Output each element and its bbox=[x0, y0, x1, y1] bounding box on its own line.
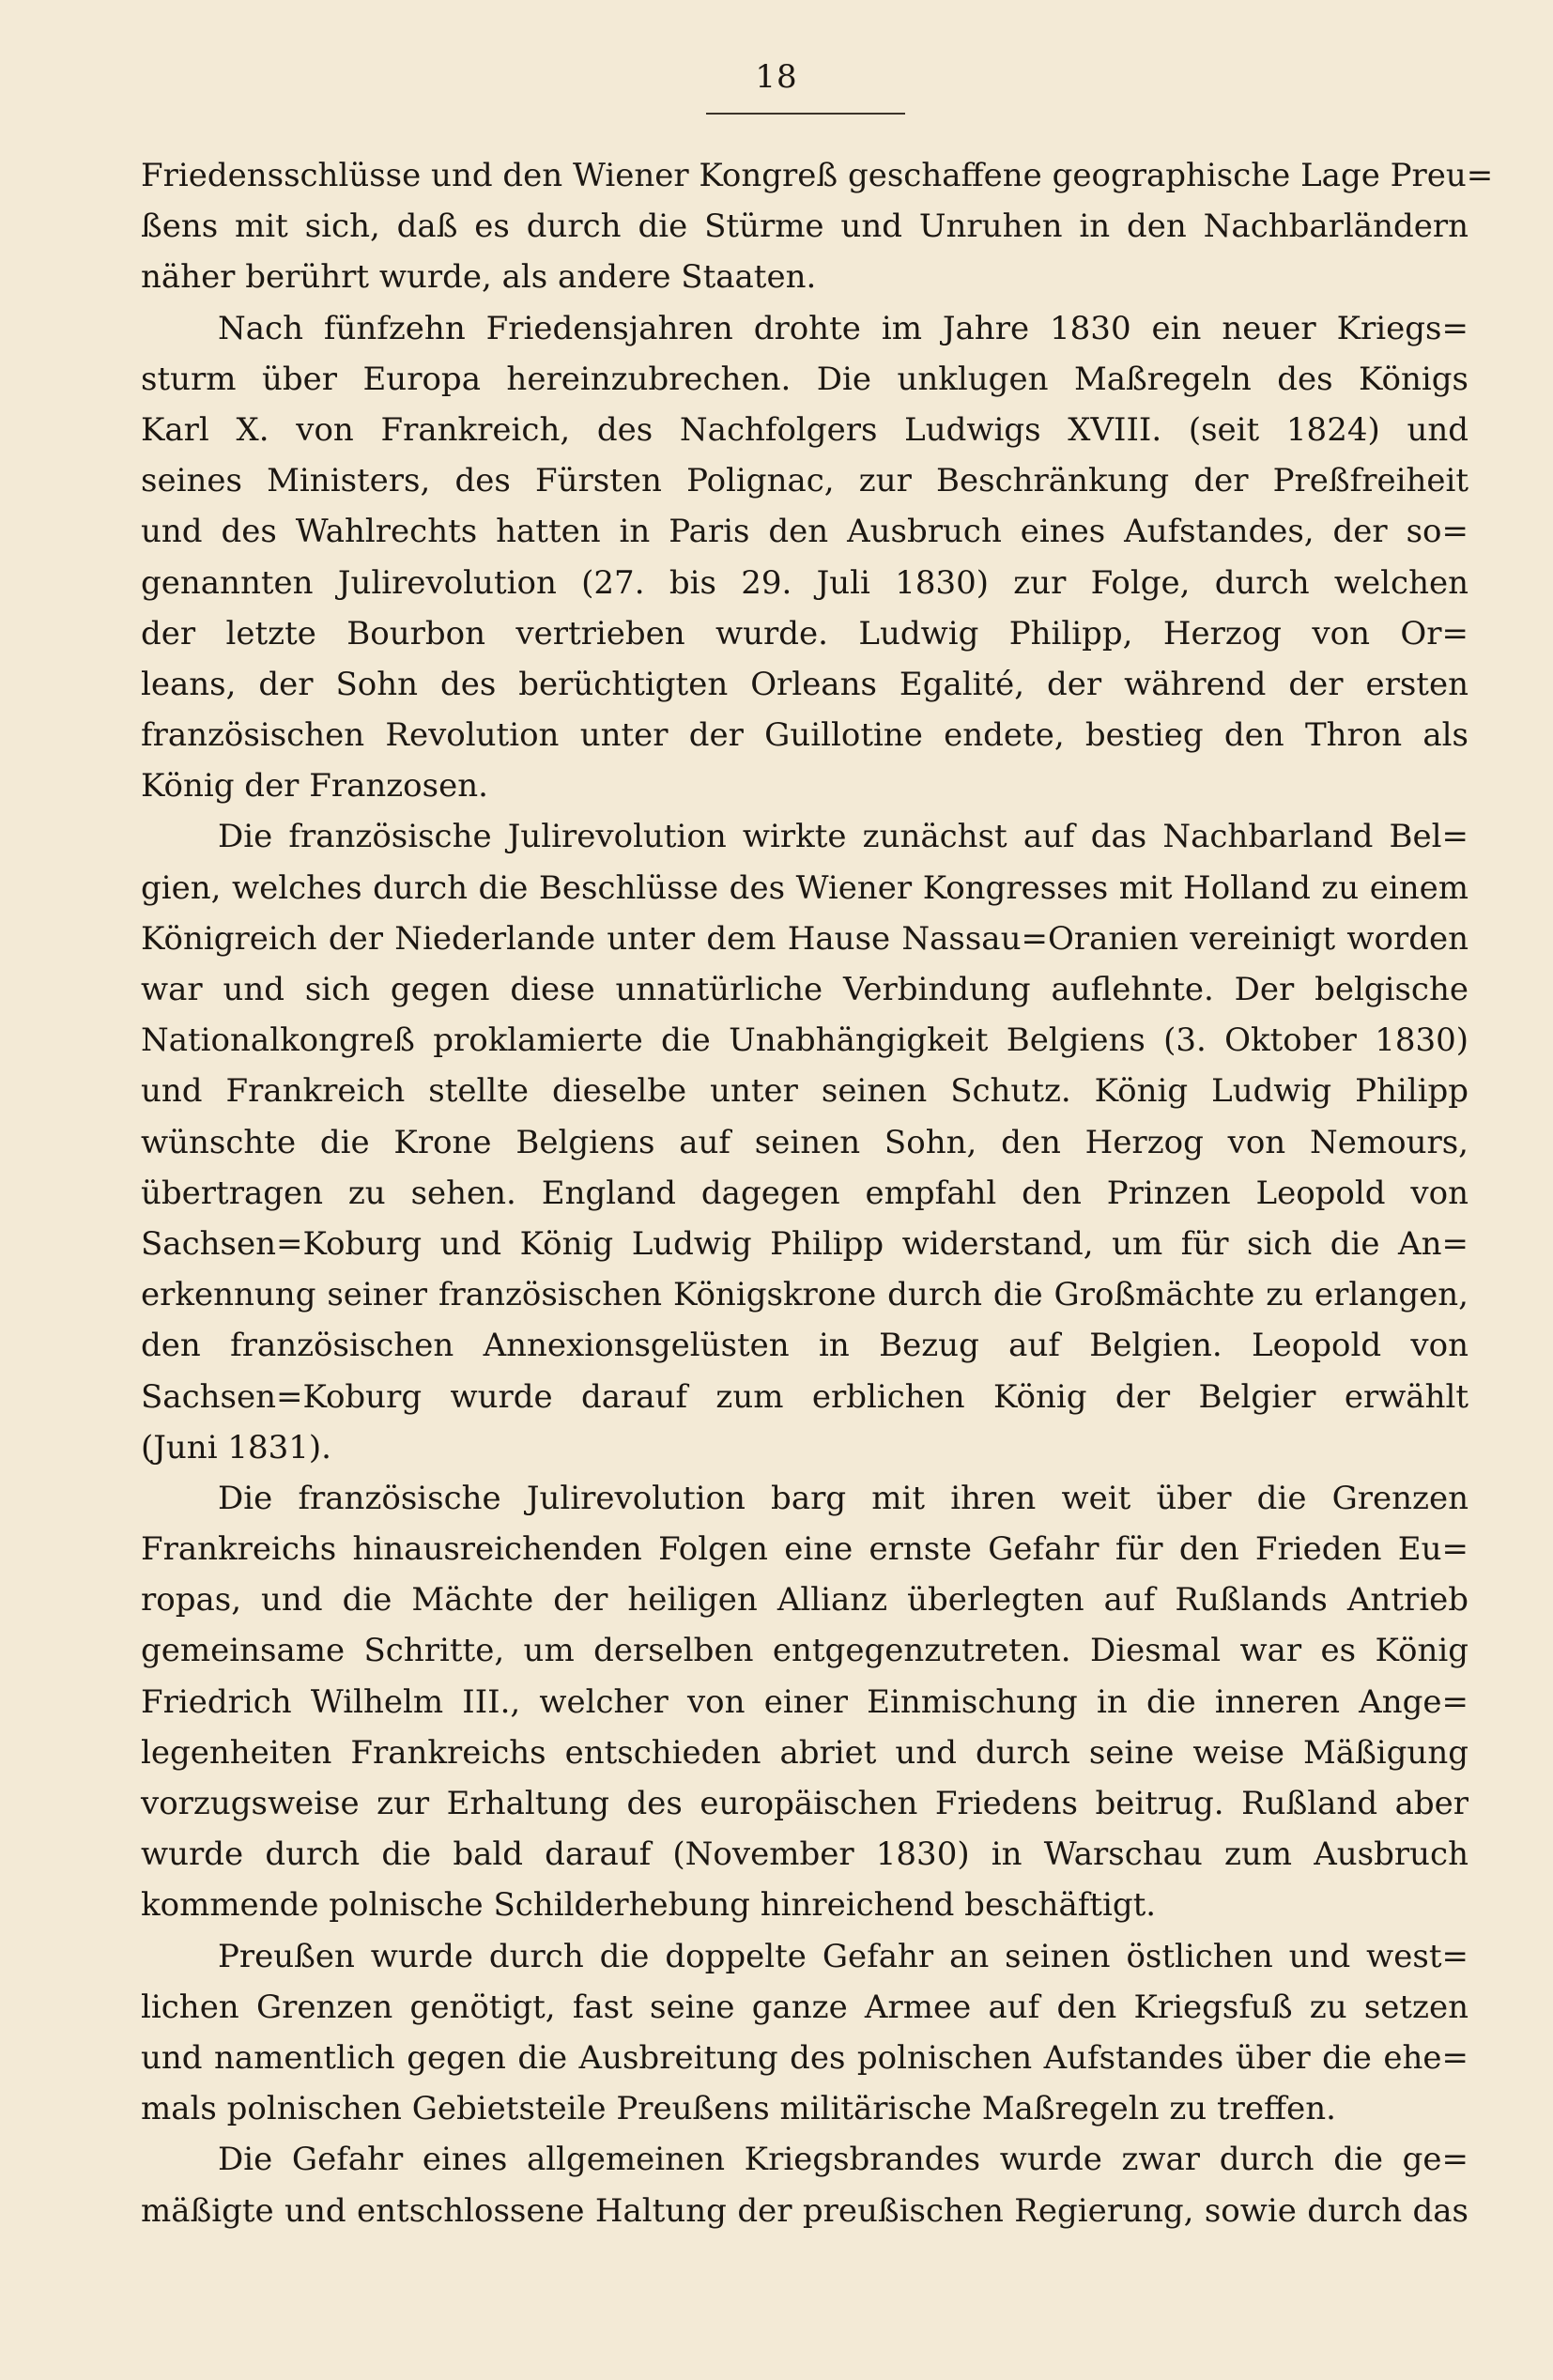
text-line: erkennung seiner französischen Königskrone durch die Großmächte zu erlangen, bbox=[141, 1276, 1468, 1314]
text-line: König der Franzosen. bbox=[141, 767, 488, 806]
text-line: vorzugsweise zur Erhaltung des europäischen Friedens beitrug. Rußland aber bbox=[141, 1785, 1468, 1822]
text-line: ßens mit sich, daß es durch die Stürme und Unruhen in den Nachbarländern bbox=[141, 207, 1468, 246]
text-line: Königreich der Niederlande unter dem Hause Nassau=Oranien vereinigt worden bbox=[141, 919, 1468, 958]
page-number: 18 bbox=[755, 58, 798, 96]
text-line: genannten Julirevolution (27. bis 29. Juli 1830) zur Folge, durch welchen bbox=[141, 563, 1468, 602]
text-line: seines Ministers, des Fürsten Polignac, zur Beschränkung der Preßfreiheit bbox=[141, 462, 1468, 500]
text-line: und des Wahlrechts hatten in Paris den Ausbruch eines Aufstandes, der so= bbox=[141, 513, 1468, 551]
text-line: Preußen wurde durch die doppelte Gefahr an seinen östlichen und west= bbox=[218, 1937, 1468, 1975]
text-line: mäßigte und entschlossene Haltung der preußischen Regierung, sowie durch das bbox=[141, 2191, 1468, 2230]
text-line: und Frankreich stellte dieselbe unter seinen Schutz. König Ludwig Philipp bbox=[141, 1072, 1468, 1111]
text-line: kommende polnische Schilderhebung hinreichend beschäftigt. bbox=[141, 1886, 1157, 1925]
text-line: (Juni 1831). bbox=[141, 1428, 331, 1466]
text-line: sturm über Europa hereinzubrechen. Die unklugen Maßregeln des Königs bbox=[141, 360, 1468, 398]
text-line: und namentlich gegen die Ausbreitung des polnischen Aufstandes über die ehe= bbox=[141, 2038, 1468, 2077]
text-line: den französischen Annexionsgelüsten in Bezug auf Belgien. Leopold von bbox=[141, 1327, 1468, 1365]
text-line: französischen Revolution unter der Guillotine endete, bestieg den Thron als bbox=[141, 716, 1468, 755]
text-line: wurde durch die bald darauf (November 1830) in Warschau zum Ausbruch bbox=[141, 1835, 1468, 1874]
text-line: ropas, und die Mächte der heiligen Allianz überlegten auf Rußlands Antrieb bbox=[141, 1581, 1468, 1620]
text-line: Frankreichs hinausreichenden Folgen eine ernste Gefahr für den Frieden Eu= bbox=[141, 1530, 1468, 1569]
text-line: Karl X. von Frankreich, des Nachfolgers Ludwigs XVIII. (seit 1824) und bbox=[141, 410, 1468, 449]
text-line: gien, welches durch die Beschlüsse des Wiener Kongresses mit Holland zu einem bbox=[141, 868, 1468, 907]
text-line: Nationalkongreß proklamierte die Unabhängigkeit Belgiens (3. Oktober 1830) bbox=[141, 1021, 1468, 1060]
text-line: Nach fünfzehn Friedensjahren drohte im Jahre 1830 ein neuer Kriegs= bbox=[218, 309, 1468, 347]
text-line: Sachsen=Koburg und König Ludwig Philipp widerstand, um für sich die An= bbox=[141, 1224, 1468, 1263]
text-line: der letzte Bourbon vertrieben wurde. Ludwig Philipp, Herzog von Or= bbox=[141, 614, 1468, 653]
text-line: Die französische Julirevolution wirkte zunächst auf das Nachbarland Bel= bbox=[218, 818, 1468, 856]
text-line: gemeinsame Schritte, um derselben entgegenzutreten. Diesmal war es König bbox=[141, 1632, 1468, 1670]
text-line: Friedensschlüsse und den Wiener Kongreß geschaffene geographische Lage Preu= bbox=[141, 157, 1494, 194]
page-header bbox=[0, 58, 1553, 96]
text-line: wünschte die Krone Belgiens auf seinen Sohn, den Herzog von Nemours, bbox=[141, 1123, 1468, 1161]
text-line: Die französische Julirevolution barg mit ihren weit über die Grenzen bbox=[218, 1479, 1468, 1517]
text-line: übertragen zu sehen. England dagegen empfahl den Prinzen Leopold von bbox=[141, 1174, 1468, 1212]
text-line: näher berührt wurde, als andere Staaten. bbox=[141, 258, 817, 297]
text-line: lichen Grenzen genötigt, fast seine ganze Armee auf den Kriegsfuß zu setzen bbox=[141, 1988, 1468, 2026]
text-line: Die Gefahr eines allgemeinen Kriegsbrandes wurde zwar durch die ge= bbox=[218, 2141, 1468, 2179]
text-line: Sachsen=Koburg wurde darauf zum erblichen König der Belgier erwählt bbox=[141, 1377, 1468, 1416]
text-line: mals polnischen Gebietsteile Preußens militärische Maßregeln zu treffen. bbox=[141, 2090, 1336, 2128]
header-rule bbox=[706, 113, 905, 115]
text-line: Friedrich Wilhelm III., welcher von einer Einmischung in die inneren Ange= bbox=[141, 1682, 1468, 1721]
text-line: legenheiten Frankreichs entschieden abriet und durch seine weise Mäßigung bbox=[141, 1733, 1468, 1772]
body-text bbox=[141, 150, 1494, 2236]
text-line: war und sich gegen diese unnatürliche Verbindung auflehnte. Der belgische bbox=[141, 971, 1468, 1008]
text-line: leans, der Sohn des berüchtigten Orleans Egalité, der während der ersten bbox=[141, 665, 1468, 703]
